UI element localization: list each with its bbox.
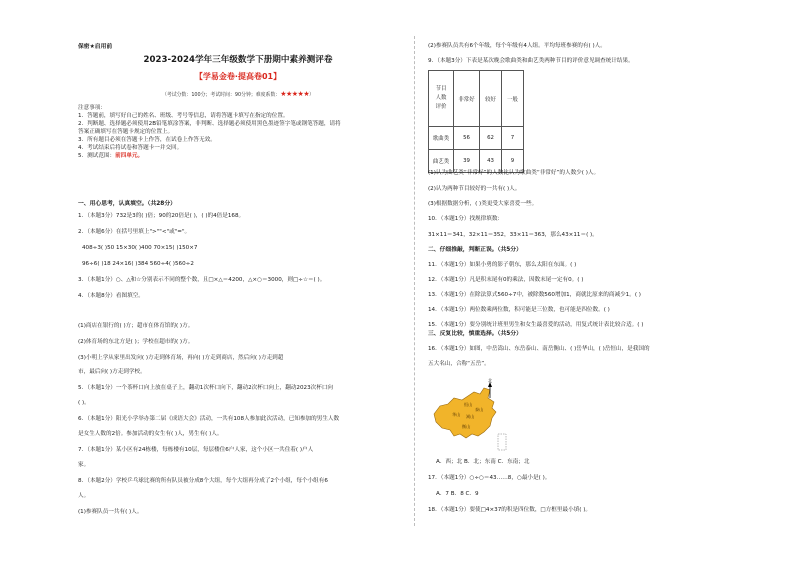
table-corner-cell: 节目 人数 评价 [429,71,454,127]
question-line: 3．（本题1分）○、△和☆分别表示不同的整个数，且□×△＝4200，△×○＝3000，则□÷☆＝( )。 [78,277,326,283]
question-line: 17．（本题1分）○÷○＝43……8，○最小是( )。 [428,475,551,481]
note-item: 2．判断题、选择题必须使用2B铅笔填涂答案，非判断、选择题必须使用黑色墨迹签字笔或钢笔答题，请将 [78,121,341,127]
question-line: 家。 [78,462,90,468]
question-line: (3)小明上学从家里出发向( )方走到体育场，再向( )方走到商店，然后向( )方走到超 [78,355,284,361]
peak-label-hengshan-south: 衡山 [462,424,471,429]
question-line: 是女生人数的2倍。参加活动的女生有( )人，男生有( )人。 [78,431,223,437]
question-line: 13．（本题1分）在除法算式560÷7中，被除数560增加1，商就比原来的商减少1。( ) [428,292,641,298]
north-label: 北 [488,378,492,383]
question-line: 1．（本题3分）732是3的( )倍；90的20倍是( )，( )的4倍是168。 [78,213,245,219]
table-header-row [429,71,524,127]
note-item: 3．所有题目必须在答题卡上作答，在试卷上作答无效。 [78,137,216,143]
table-row [429,127,524,150]
question-line: 2．（本题6分）在括号里填上">""<"或"="。 [78,229,191,235]
notes-heading: 注意事项： [78,105,106,111]
table-cell: 39 [454,150,480,173]
question-line: 7．（本题1分）某小区有24栋楼，每栋楼有10层，每层楼住6户人家，这个小区一共住着( )户人 [78,447,314,453]
scope-value: 前四单元。 [115,153,144,159]
question-line: 12．（本题1分）凡是积末尾有0的乘法，因数末尾一定有0。( ) [428,277,584,283]
secret-label: 保密★启用前 [78,44,113,50]
section-title: 一、用心思考，认真填空。（共28分） [78,201,176,207]
question-line: (2)体育场的东北方是( )；学校在超市的( )方。 [78,339,194,345]
difficulty-stars: ★★★★★ [280,90,310,98]
peak-label-taishan: 泰山 [475,407,484,412]
question-line: (1)参赛队员一共有( )人。 [78,509,143,515]
note-item: 4．考试结束后将试卷和答题卡一并交回。 [78,145,183,151]
note-scope [78,153,143,160]
exam-subtitle: 【学易金卷·提高卷01】 [194,72,282,81]
question-line: 16．（本题1分）如图，中岳嵩山、东岳泰山、南岳衡山、( )岳华山，( )岳恒山，是我国的 [428,346,650,352]
question-line: 5．（本题1分）一个茶杯口向上放在桌子上，翻动1次杯口向下，翻动2次杯口向上，翻动2023次杯口向 [78,385,334,391]
question-line: 18．（本题1分）要使□4×37的积是四位数，□方框里最小填( )。 [428,507,592,513]
question-options: A．西；北 B．北；东南 C．东南；北 [436,459,530,465]
china-map-figure [428,378,528,454]
survey-table [428,70,524,173]
question-line: 14．（本题1分）两位数乘两位数，积可能是三位数，也可能是四位数。( ) [428,307,610,313]
meta-text: （考试分数：100分；考试时间：90分钟；难度系数： [161,92,281,98]
note-item: 1．答题前，填写好自己的姓名、班级、考号等信息，请将答题卡填写在指定的位置。 [78,113,289,119]
question-line: 4．（本题8分）看图填空。 [78,293,144,299]
table-cell: 62 [480,127,502,150]
question-line: 五大名山，合称“五岳”。 [428,361,490,367]
question-line: 10．（本题1分）找规律填数： [428,216,504,222]
question-line: (2)参赛队员共有6个年级，每个年级有4人组。平均每班参赛的有( )人。 [428,43,606,49]
question-line: 6．（本题1分）阳光小学举办第二届《成语大会》活动，一共有108人参加此次活动，已知参加的男生人数 [78,416,340,422]
question-line: 15．（本题1分）要分别统计班里男生和女生最喜爱的活动，用复式统计表比较合适。( ) [428,322,644,328]
question-line: 11．（本题1分）如果小勇的影子朝东，那么太阳在东面。( ) [428,262,577,268]
question-line: (2)认为两种节目较好的一共有( )人。 [428,186,521,192]
question-line: (1)商店在银行的( )方；超市在体育馆的( )方。 [78,323,194,329]
peak-label-hengshan-north: 恒山 [464,402,473,407]
table-cell: 43 [480,150,502,173]
question-line: 8．（本题2分）学校乒乓球比赛的所有队员被分成8个大组，每个大组再分成了2个小组，每个小组有6 [78,478,328,484]
table-cell: 歌曲类 [429,127,454,150]
question-line: 人。 [78,493,90,499]
section-title: 三、反复比较，慎重选择。（共5分） [428,331,522,337]
table-cell: 56 [454,127,480,150]
exam-title: 2023-2024学年三年级数学下册期中素养测评卷 [143,55,333,65]
question-line: 31×11＝341，32×11＝352，33×11＝363，那么43×11＝( )。 [428,232,598,238]
peak-label-songshan: 嵩山 [466,414,475,419]
question-line: (1)认为曲艺类“非常好”的人数比认为歌曲类“非常好”的人数少( )人。 [428,170,600,176]
table-header-cell: 一般 [502,71,524,127]
question-line: 96÷6( )18 24×16( )384 560÷4( )560÷2 [82,261,194,267]
table-cell: 曲艺类 [429,150,454,173]
question-options: A．7 B．8 C．9 [436,491,479,497]
scope-label: 5．测试范围： [78,153,116,159]
exam-meta [78,90,398,98]
question-line: 市，最后向( )方走到学校。 [78,369,146,375]
section-title: 二、仔细推敲，判断正误。（共5分） [428,247,522,253]
table-header-cell: 较好 [480,71,502,127]
question-line: 9．（本题3分）下表是某次晚会歌曲类和曲艺类两种节目的评价意见调查统计结果。 [428,58,634,64]
column-divider [414,36,415,526]
question-line: (3)根据数据分析，( )类更受大家喜爱一些。 [428,201,538,207]
question-line: ( )。 [78,400,90,406]
table-cell: 9 [502,150,524,173]
question-line: 408÷3( )50 15×30( )400 70×15( )150×7 [82,245,198,251]
note-item: 答案正确填写在答题卡规定的位置上。 [78,129,174,135]
table-cell: 7 [502,127,524,150]
peak-label-huashan: 华山 [452,412,461,417]
table-header-cell: 非常好 [454,71,480,127]
south-sea-islands [498,434,506,450]
meta-end: ） [309,92,315,98]
china-map-shape [434,388,496,438]
